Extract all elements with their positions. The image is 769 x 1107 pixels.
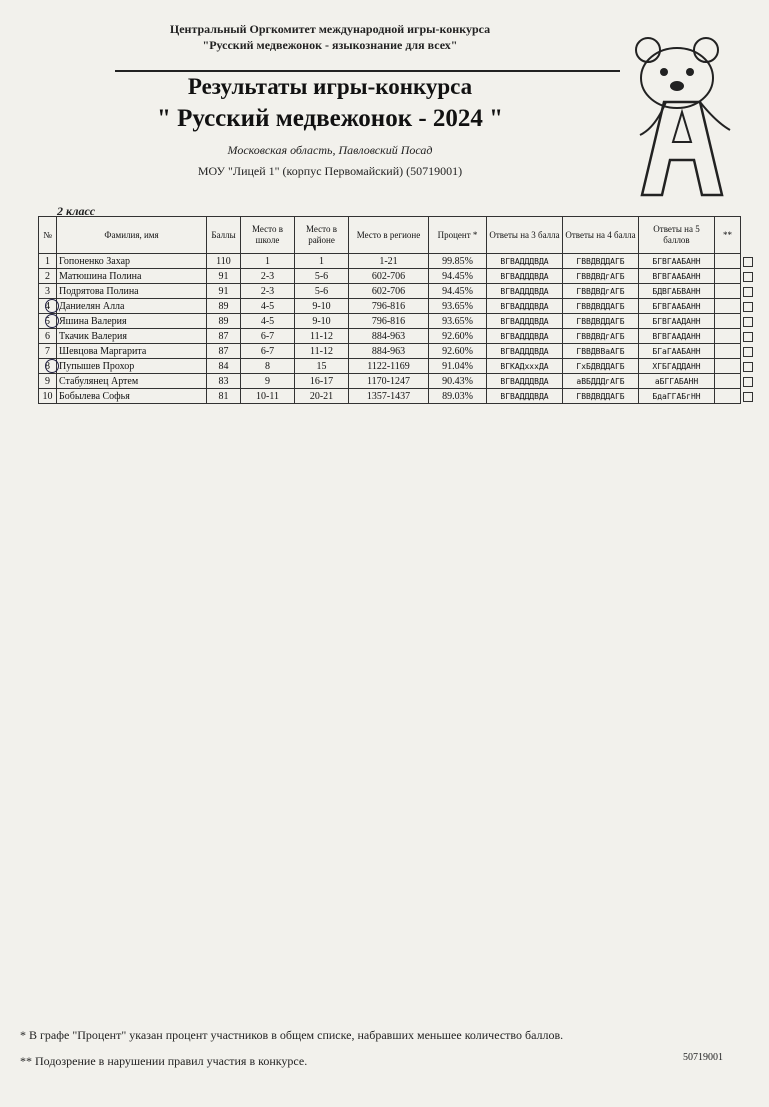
school-code: 50719001 — [683, 1052, 723, 1063]
school-place: 4-5 — [241, 314, 295, 329]
district-place: 20-21 — [295, 389, 349, 404]
answers-4: ГВВДВДгАГБ — [563, 269, 639, 284]
col-school-place: Место в школе — [241, 217, 295, 254]
score: 89 — [207, 299, 241, 314]
table-row — [39, 254, 741, 269]
percent: 93.65% — [429, 299, 487, 314]
header-rule — [115, 70, 620, 72]
row-checkbox — [743, 362, 753, 372]
answers-3: ВГВАДДДВДА — [487, 299, 563, 314]
row-number: 6 — [39, 329, 57, 344]
row-checkbox — [743, 287, 753, 297]
answers-4: ГВВДВДгАГБ — [563, 329, 639, 344]
violation-cell — [715, 314, 741, 329]
answers-4: ГВВДВВаАГБ — [563, 344, 639, 359]
score: 87 — [207, 329, 241, 344]
class-label: 2 класс — [57, 204, 96, 218]
row-number: 10 — [39, 389, 57, 404]
col-answers-4: Ответы на 4 балла — [563, 217, 639, 254]
region-line: Московская область, Павловский Посад — [227, 143, 433, 157]
table-row — [39, 284, 741, 299]
score: 91 — [207, 269, 241, 284]
violation-cell — [715, 389, 741, 404]
row-number: 8 — [39, 359, 57, 374]
row-checkbox — [743, 257, 753, 267]
region-place: 884-963 — [349, 344, 429, 359]
student-name: Пупышев Прохор — [57, 359, 207, 374]
results-table — [38, 216, 741, 404]
score: 110 — [207, 254, 241, 269]
answers-3: ВГВАДДДВДА — [487, 374, 563, 389]
answers-4: аВБДДДгАГБ — [563, 374, 639, 389]
table-row — [39, 374, 741, 389]
percent: 91.04% — [429, 359, 487, 374]
answers-5: БГВГААБАНН — [639, 299, 715, 314]
violation-footnote: ** Подозрение в нарушении правил участия в конкурсе. — [20, 1054, 308, 1068]
table-row — [39, 389, 741, 404]
score: 83 — [207, 374, 241, 389]
table-row — [39, 344, 741, 359]
col-answers-5: Ответы на 5 баллов — [639, 217, 715, 254]
student-name: Матюшина Полина — [57, 269, 207, 284]
student-name: Стабулянец Артем — [57, 374, 207, 389]
school-place: 6-7 — [241, 329, 295, 344]
school-place: 10-11 — [241, 389, 295, 404]
violation-cell — [715, 359, 741, 374]
student-name: Шевцова Маргарита — [57, 344, 207, 359]
school-place: 2-3 — [241, 269, 295, 284]
score: 81 — [207, 389, 241, 404]
table-row — [39, 359, 741, 374]
region-place: 1357-1437 — [349, 389, 429, 404]
answers-4: ГВВДВДДАГБ — [563, 389, 639, 404]
score: 87 — [207, 344, 241, 359]
district-place: 11-12 — [295, 329, 349, 344]
score: 91 — [207, 284, 241, 299]
student-name: Гопоненко Захар — [57, 254, 207, 269]
answers-5: БГаГААБАНН — [639, 344, 715, 359]
school-place: 8 — [241, 359, 295, 374]
region-place: 796-816 — [349, 314, 429, 329]
region-place: 602-706 — [349, 284, 429, 299]
col-region-place: Место в регионе — [349, 217, 429, 254]
table-header-row — [39, 217, 741, 254]
answers-5: ВГВГААБАНН — [639, 269, 715, 284]
percent: 89.03% — [429, 389, 487, 404]
row-checkbox — [743, 377, 753, 387]
school-place: 9 — [241, 374, 295, 389]
answers-3: ВГВАДДДВДА — [487, 284, 563, 299]
table-row — [39, 299, 741, 314]
district-place: 9-10 — [295, 299, 349, 314]
answers-5: ХГБГАДДАНН — [639, 359, 715, 374]
score: 89 — [207, 314, 241, 329]
school-place: 2-3 — [241, 284, 295, 299]
answers-5: БдаГГАБгНН — [639, 389, 715, 404]
col-score: Баллы — [207, 217, 241, 254]
col-name: Фамилия, имя — [57, 217, 207, 254]
organizer-line-1: Центральный Оргкомитет международной игры-конкурса — [169, 22, 491, 36]
answers-5: БГВГААБАНН — [639, 254, 715, 269]
violation-cell — [715, 269, 741, 284]
bear-logo-icon — [620, 30, 750, 200]
page-title: Результаты игры-конкурса — [187, 74, 473, 99]
col-percent: Процент * — [429, 217, 487, 254]
district-place: 1 — [295, 254, 349, 269]
row-number: 3 — [39, 284, 57, 299]
violation-cell — [715, 299, 741, 314]
answers-3: ВГВАДДДВДА — [487, 254, 563, 269]
percent: 92.60% — [429, 329, 487, 344]
handwritten-circle-mark — [45, 314, 59, 328]
violation-cell — [715, 284, 741, 299]
district-place: 11-12 — [295, 344, 349, 359]
district-place: 5-6 — [295, 284, 349, 299]
answers-4: ГВВДВДДАГБ — [563, 299, 639, 314]
answers-3: ВГВАДДДВДА — [487, 314, 563, 329]
violation-cell — [715, 329, 741, 344]
organizer-line-2: "Русский медвежонок - языкознание для всех" — [202, 38, 458, 52]
student-name: Яшина Валерия — [57, 314, 207, 329]
answers-4: ГВВДВДДАГБ — [563, 254, 639, 269]
row-checkbox — [743, 272, 753, 282]
region-place: 884-963 — [349, 329, 429, 344]
col-violation: ** — [715, 217, 741, 254]
table-row — [39, 314, 741, 329]
school-line: МОУ "Лицей 1" (корпус Первомайский) (50719001) — [197, 164, 463, 178]
answers-3: ВГВАДДДВДА — [487, 389, 563, 404]
row-checkbox — [743, 332, 753, 342]
student-name: Ткачик Валерия — [57, 329, 207, 344]
district-place: 16-17 — [295, 374, 349, 389]
answers-5: ВГВГААДАНН — [639, 329, 715, 344]
row-number: 5 — [39, 314, 57, 329]
row-number: 9 — [39, 374, 57, 389]
region-place: 1170-1247 — [349, 374, 429, 389]
percent: 90.43% — [429, 374, 487, 389]
answers-4: ГВВДВДгАГБ — [563, 284, 639, 299]
col-district-place: Место в районе — [295, 217, 349, 254]
answers-5: аБГГАБАНН — [639, 374, 715, 389]
answers-5: БДВГАБВАНН — [639, 284, 715, 299]
row-number: 4 — [39, 299, 57, 314]
answers-4: ГВВДВДДАГБ — [563, 314, 639, 329]
district-place: 15 — [295, 359, 349, 374]
violation-cell — [715, 254, 741, 269]
score: 84 — [207, 359, 241, 374]
violation-cell — [715, 374, 741, 389]
row-number: 1 — [39, 254, 57, 269]
district-place: 5-6 — [295, 269, 349, 284]
answers-3: ВГВАДДДВДА — [487, 269, 563, 284]
region-place: 1-21 — [349, 254, 429, 269]
row-checkbox — [743, 347, 753, 357]
student-name: Бобылева Софья — [57, 389, 207, 404]
percent: 92.60% — [429, 344, 487, 359]
contest-subtitle: " Русский медвежонок - 2024 " — [156, 105, 504, 132]
student-name: Подрятова Полина — [57, 284, 207, 299]
school-place: 4-5 — [241, 299, 295, 314]
percent: 94.45% — [429, 269, 487, 284]
region-place: 796-816 — [349, 299, 429, 314]
percent: 99.85% — [429, 254, 487, 269]
handwritten-circle-mark — [45, 359, 59, 373]
answers-3: ВГВАДДДВДА — [487, 344, 563, 359]
school-place: 1 — [241, 254, 295, 269]
region-place: 1122-1169 — [349, 359, 429, 374]
percent: 94.45% — [429, 284, 487, 299]
district-place: 9-10 — [295, 314, 349, 329]
region-place: 602-706 — [349, 269, 429, 284]
answers-5: БГВГААДАНН — [639, 314, 715, 329]
row-checkbox — [743, 302, 753, 312]
col-number: № — [39, 217, 57, 254]
row-checkbox — [743, 392, 753, 402]
answers-3: ВГКАДхххДА — [487, 359, 563, 374]
answers-3: ВГВАДДДВДА — [487, 329, 563, 344]
row-number: 7 — [39, 344, 57, 359]
percent-footnote: * В графе "Процент" указан процент участников в общем списке, набравших меньшее количество баллов. — [20, 1028, 564, 1042]
violation-cell — [715, 344, 741, 359]
table-row — [39, 329, 741, 344]
col-answers-3: Ответы на 3 балла — [487, 217, 563, 254]
table-row — [39, 269, 741, 284]
handwritten-circle-mark — [45, 299, 59, 313]
school-place: 6-7 — [241, 344, 295, 359]
answers-4: ГхБДВДДАГБ — [563, 359, 639, 374]
row-number: 2 — [39, 269, 57, 284]
row-checkbox — [743, 317, 753, 327]
student-name: Даниелян Алла — [57, 299, 207, 314]
percent: 93.65% — [429, 314, 487, 329]
